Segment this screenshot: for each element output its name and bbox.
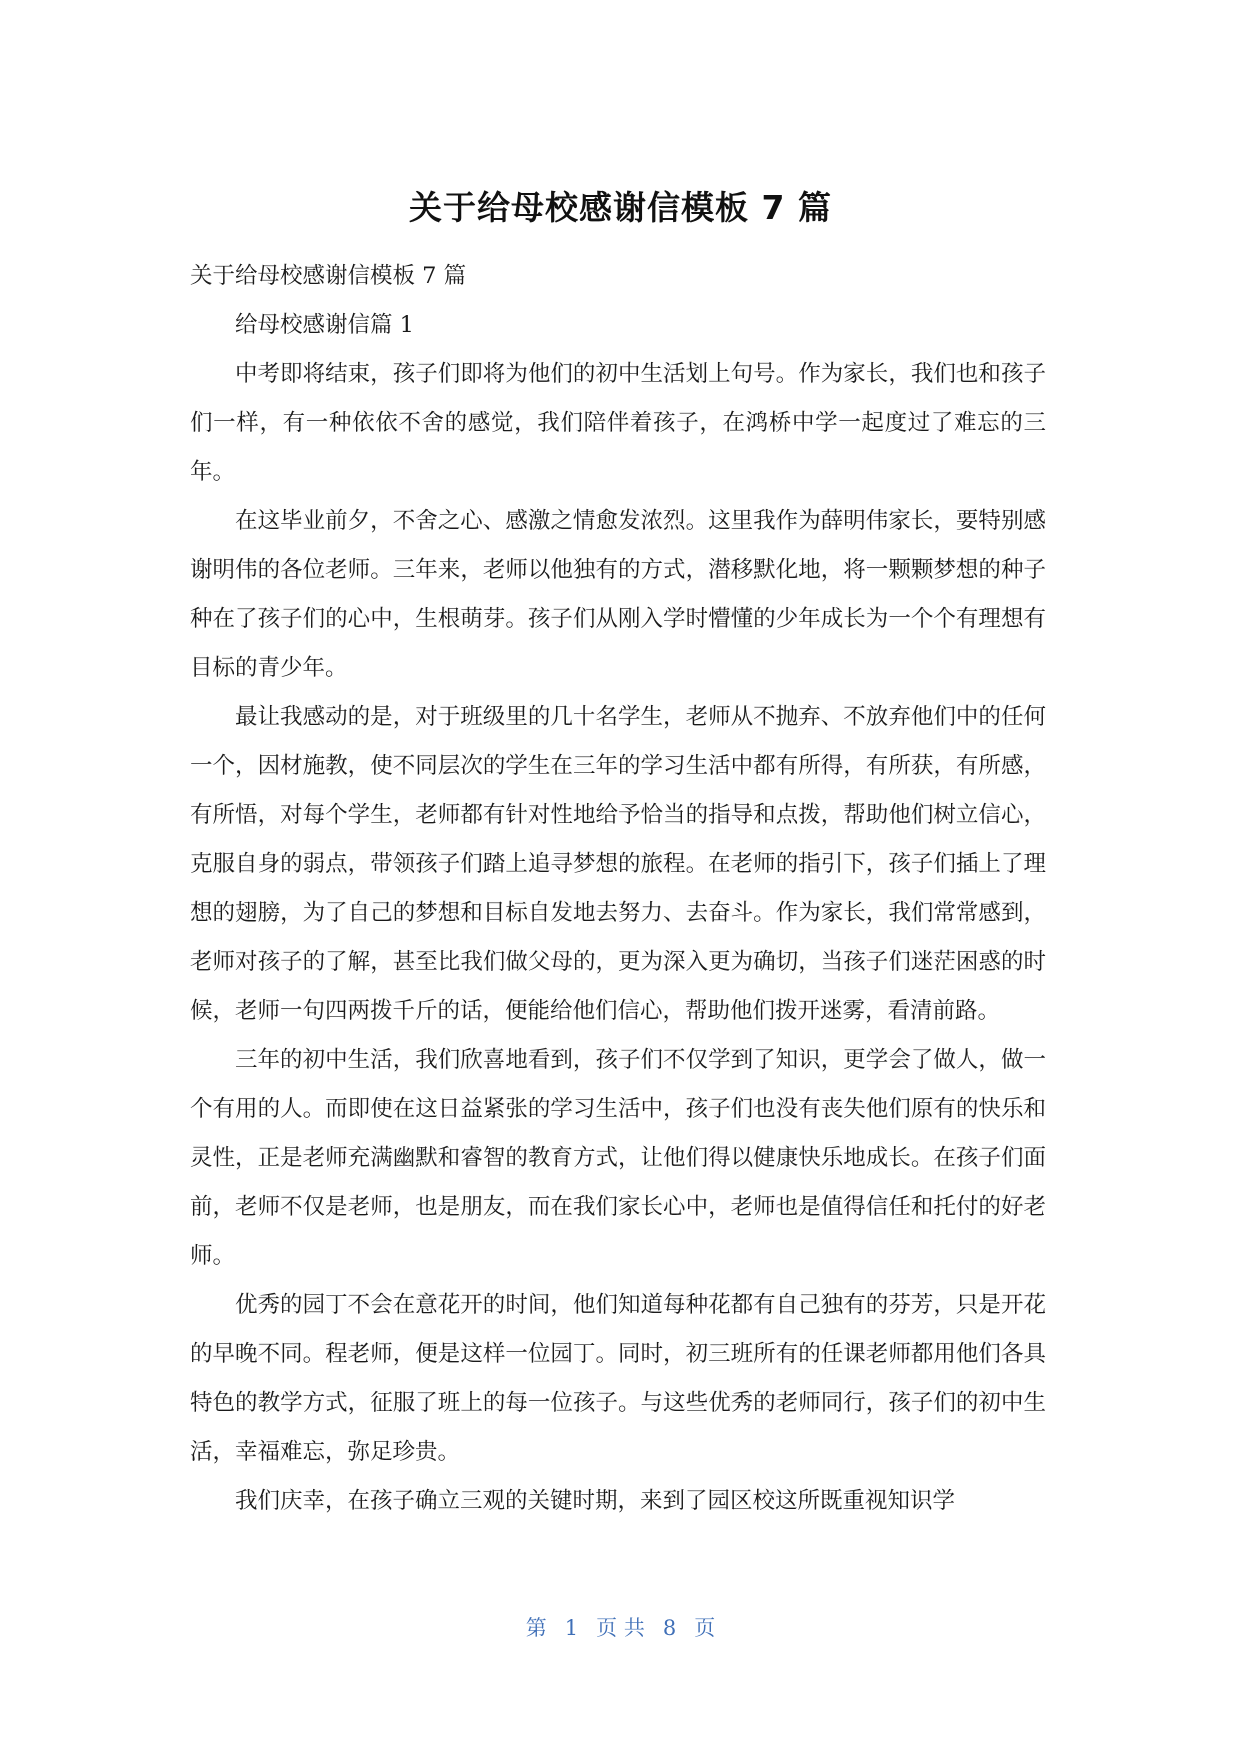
paragraph: 三年的初中生活，我们欣喜地看到，孩子们不仅学到了知识，更学会了做人，做一个有用的人。而即使在这日益紧张的学习生活中，孩子们也没有丧失他们原有的快乐和灵性，正是老师充满幽默和睿智的教育方式，让他们得以健康快乐地成长。在孩子们面前，老师不仅是老师，也是朋友，而在我们家长心中，老师也是值得信任和托付的好老师。 xyxy=(190,1047,1046,1269)
paragraph: 中考即将结束，孩子们即将为他们的初中生活划上句号。作为家长，我们也和孩子们一样，有一种依依不舍的感觉，我们陪伴着孩子，在鸿桥中学一起度过了难忘的三年。 xyxy=(190,361,1046,485)
document-body xyxy=(190,252,1046,1526)
footer-current-page: 1 xyxy=(564,1616,579,1640)
section-heading: 给母校感谢信篇 1 xyxy=(235,312,414,338)
paragraph: 在这毕业前夕，不舍之心、感激之情愈发浓烈。这里我作为薛明伟家长，要特别感谢明伟的各位老师。三年来，老师以他独有的方式，潜移默化地，将一颗颗梦想的种子种在了孩子们的心中，生根萌芽。孩子们从刚入学时懵懂的少年成长为一个个有理想有目标的青少年。 xyxy=(190,508,1046,681)
paragraph: 我们庆幸，在孩子确立三观的关键时期，来到了园区校这所既重视知识学 xyxy=(235,1488,956,1514)
footer-label-of: 页 共 xyxy=(596,1616,645,1640)
paragraph: 最让我感动的是，对于班级里的几十名学生，老师从不抛弃、不放弃他们中的任何一个，因材施教，使不同层次的学生在三年的学习生活中都有所得，有所获，有所感，有所悟，对每个学生，老师都有针对性地给予恰当的指导和点拨，帮助他们树立信心，克服自身的弱点，带领孩子们踏上追寻梦想的旅程。在老师的指引下，孩子们插上了理想的翅膀，为了自己的梦想和目标自发地去努力、去奋斗。作为家长，我们常常感到，老师对孩子的了解，甚至比我们做父母的，更为深入更为确切，当孩子们迷茫困惑的时候，老师一句四两拨千斤的话，便能给他们信心，帮助他们拨开迷雾，看清前路。 xyxy=(190,704,1046,1024)
document-title: 关于给母校感谢信模板 7 篇 xyxy=(409,188,832,227)
footer-label-page: 第 xyxy=(525,1616,547,1640)
footer-total-pages: 8 xyxy=(662,1616,677,1640)
page-footer xyxy=(0,1612,1241,1642)
footer-label-end: 页 xyxy=(694,1616,716,1640)
document-subtitle: 关于给母校感谢信模板 7 篇 xyxy=(190,263,467,289)
paragraph: 优秀的园丁不会在意花开的时间，他们知道每种花都有自己独有的芬芳，只是开花的早晚不同。程老师，便是这样一位园丁。同时，初三班所有的任课老师都用他们各具特色的教学方式，征服了班上的每一位孩子。与这些优秀的老师同行，孩子们的初中生活，幸福难忘，弥足珍贵。 xyxy=(190,1292,1046,1465)
